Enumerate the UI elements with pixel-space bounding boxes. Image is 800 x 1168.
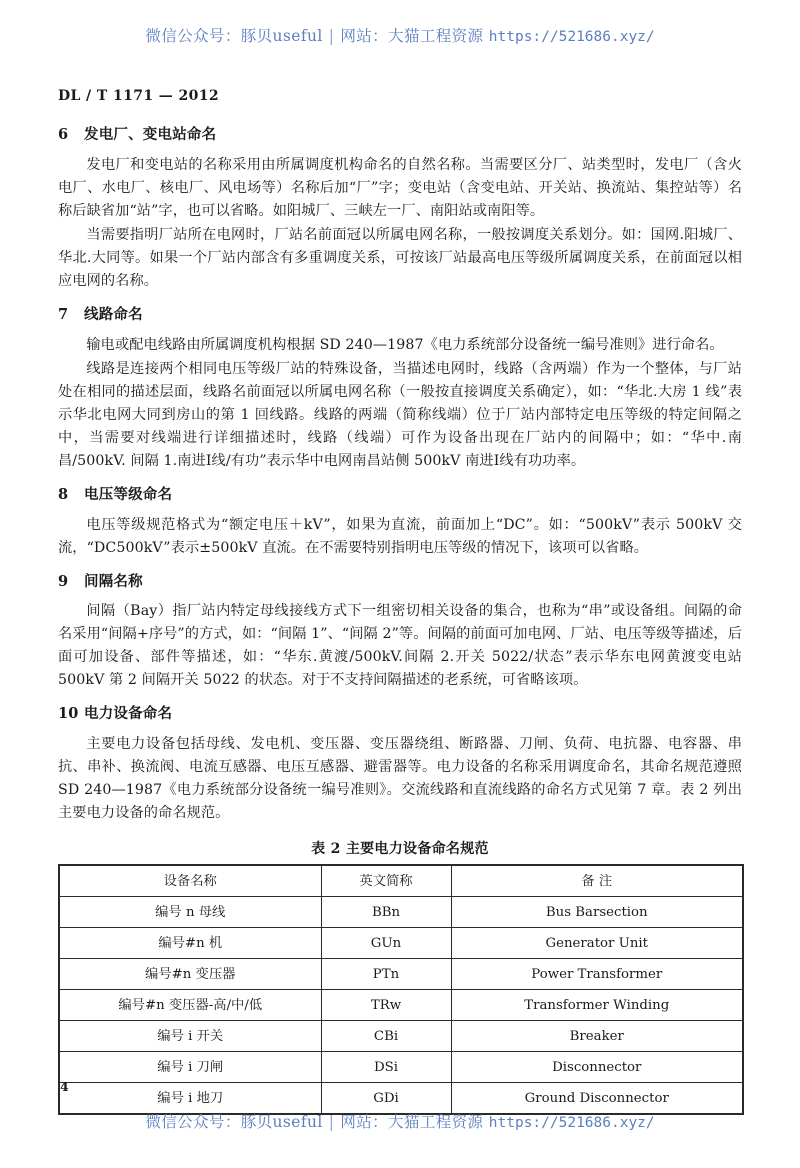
watermark-wechat-label: 微信公众号：豚贝useful xyxy=(145,27,323,45)
section-10-heading xyxy=(58,705,742,724)
watermark-wechat-label: 微信公众号：豚贝useful xyxy=(145,1113,323,1131)
section-7-paragraph-2: 线路是连接两个相同电压等级厂站的特殊设备，当描述电网时，线路（含两端）作为一个整体，与厂站处在相同的描述层面，线路名前面冠以所属电网名称（一般按直接调度关系确定），如：“华北.大房 1 线”表示华北电网大同到房山的第 1 回线路。线路的两端（简称线端）位于厂站内部特定电压等级的特定间隔之中，当需要对线端进行详细描述时，线路（线端）可作为设备出现在厂站内的间隔中；如：“华中.南昌/500kV. 间隔 1.南进Ⅰ线/有功”表示华中电网南昌站侧 500kV 南进Ⅰ线有功功率。 xyxy=(58,360,742,469)
section-6-paragraph-2: 当需要指明厂站所在电网时，厂站名前面冠以所属电网名称，一般按调度关系划分。如：国网.阳城厂、华北.大同等。如果一个厂站内部含有多重调度关系，可按该厂站最高电压等级所属调度关系，在前面冠以相应电网的名称。 xyxy=(58,226,742,289)
table-row xyxy=(59,1021,743,1052)
table-header-equipment-name: 设备名称 xyxy=(59,865,321,897)
table-cell-equipment-name: 编号 n 母线 xyxy=(59,897,321,928)
watermark-url: https://521686.xyz/ xyxy=(488,29,655,45)
table-header-english-abbr: 英文简称 xyxy=(321,865,451,897)
section-9-title: 间隔名称 xyxy=(84,572,143,590)
section-6 xyxy=(58,126,742,293)
table-cell-english-abbr: BBn xyxy=(321,897,451,928)
running-head-standard-number: DL / T 1171 — 2012 xyxy=(58,88,220,104)
watermark-footer xyxy=(0,1110,800,1132)
table-cell-remark: Disconnector xyxy=(451,1052,743,1083)
watermark-site-label: 网站：大猫工程资源 xyxy=(340,27,484,45)
table-cell-equipment-name: 编号 i 地刀 xyxy=(59,1083,321,1115)
table-cell-english-abbr: GUn xyxy=(321,928,451,959)
table-2-caption: 表 2 主要电力设备命名规范 xyxy=(311,841,489,858)
table-cell-equipment-name: 编号#n 变压器 xyxy=(59,959,321,990)
table-cell-english-abbr: TRw xyxy=(321,990,451,1021)
table-row xyxy=(59,1052,743,1083)
section-7-heading xyxy=(58,306,742,325)
table-cell-equipment-name: 编号#n 变压器-高/中/低 xyxy=(59,990,321,1021)
section-8-paragraph-1: 电压等级规范格式为“额定电压＋kV”，如果为直流，前面加上“DC”。如：“500kV”表示 500kV 交流，“DC500kV”表示±500kV 直流。在不需要特别指明电压等级的情况下，该项可以省略。 xyxy=(58,516,742,556)
table-cell-remark: Generator Unit xyxy=(451,928,743,959)
table-cell-remark: Transformer Winding xyxy=(451,990,743,1021)
watermark-separator: | xyxy=(328,1113,335,1131)
section-6-paragraph-1: 发电厂和变电站的名称采用由所属调度机构命名的自然名称。当需要区分厂、站类型时，发电厂（含火电厂、水电厂、核电厂、风电场等）名称后加“厂”字；变电站（含变电站、开关站、换流站、集控站等）名称后缺省加“站”字，也可以省略。如阳城厂、三峡左一厂、南阳站或南阳等。 xyxy=(58,156,742,219)
section-6-heading xyxy=(58,126,742,145)
watermark-url: https://521686.xyz/ xyxy=(488,1115,655,1131)
table-header-remark: 备 注 xyxy=(451,865,743,897)
table-header-row xyxy=(59,865,743,897)
section-6-title: 发电厂、变电站命名 xyxy=(84,126,217,143)
table-row xyxy=(59,928,743,959)
table-cell-english-abbr: PTn xyxy=(321,959,451,990)
section-10 xyxy=(58,705,742,825)
section-10-title: 电力设备命名 xyxy=(84,705,173,723)
document-body xyxy=(58,126,742,1115)
table-cell-equipment-name: 编号 i 开关 xyxy=(59,1021,321,1052)
watermark-site-label: 网站：大猫工程资源 xyxy=(340,1113,484,1131)
section-7-paragraph-1: 输电或配电线路由所属调度机构根据 SD 240—1987《电力系统部分设备统一编号准则》进行命名。 xyxy=(86,336,724,353)
section-7 xyxy=(58,306,742,473)
table-row xyxy=(59,990,743,1021)
table-cell-remark: Ground Disconnector xyxy=(451,1083,743,1115)
section-10-number: 10 xyxy=(58,705,79,723)
section-10-paragraph-1: 主要电力设备包括母线、发电机、变压器、变压器绕组、断路器、刀闸、负荷、电抗器、电容器、串抗、串补、换流阀、电流互感器、电压互感器、避雷器等。电力设备的名称采用调度命名，其命名规范遵照 SD 240—1987《电力系统部分设备统一编号准则》。交流线路和直流线路的命名方式见第 7 章。表 2 列出主要电力设备的命名规范。 xyxy=(58,736,742,822)
table-cell-english-abbr: GDi xyxy=(321,1083,451,1115)
page-number: 4 xyxy=(60,1079,69,1094)
section-7-number: 7 xyxy=(58,305,69,323)
section-8-heading xyxy=(58,486,742,505)
section-9 xyxy=(58,573,742,693)
table-row xyxy=(59,959,743,990)
table-cell-english-abbr: DSi xyxy=(321,1052,451,1083)
watermark-header xyxy=(0,24,800,46)
table-cell-remark: Breaker xyxy=(451,1021,743,1052)
table-2-equipment-naming xyxy=(58,864,744,1115)
table-cell-english-abbr: CBi xyxy=(321,1021,451,1052)
table-cell-remark: Power Transformer xyxy=(451,959,743,990)
table-cell-equipment-name: 编号#n 机 xyxy=(59,928,321,959)
section-9-paragraph-1: 间隔（Bay）指厂站内特定母线接线方式下一组密切相关设备的集合，也称为“串”或设备组。间隔的命名采用“间隔+序号”的方式，如：“间隔 1”、“间隔 2”等。间隔的前面可加电网、厂站、电压等级等描述，后面可加设备、部件等描述，如：“华东.黄渡/500kV.间隔 2.开关 5022/状态”表示华东电网黄渡变电站 500kV 第 2 间隔开关 5022 的状态。对于不支持间隔描述的老系统，可省略该项。 xyxy=(58,603,742,689)
section-6-number: 6 xyxy=(58,126,69,143)
table-row xyxy=(59,897,743,928)
watermark-separator: | xyxy=(328,27,335,45)
section-8 xyxy=(58,486,742,560)
table-cell-equipment-name: 编号 i 刀闸 xyxy=(59,1052,321,1083)
section-8-number: 8 xyxy=(58,485,69,503)
section-7-title: 线路命名 xyxy=(84,305,143,323)
section-9-heading xyxy=(58,573,742,592)
section-8-title: 电压等级命名 xyxy=(84,485,173,503)
section-9-number: 9 xyxy=(58,572,69,590)
table-cell-remark: Bus Barsection xyxy=(451,897,743,928)
